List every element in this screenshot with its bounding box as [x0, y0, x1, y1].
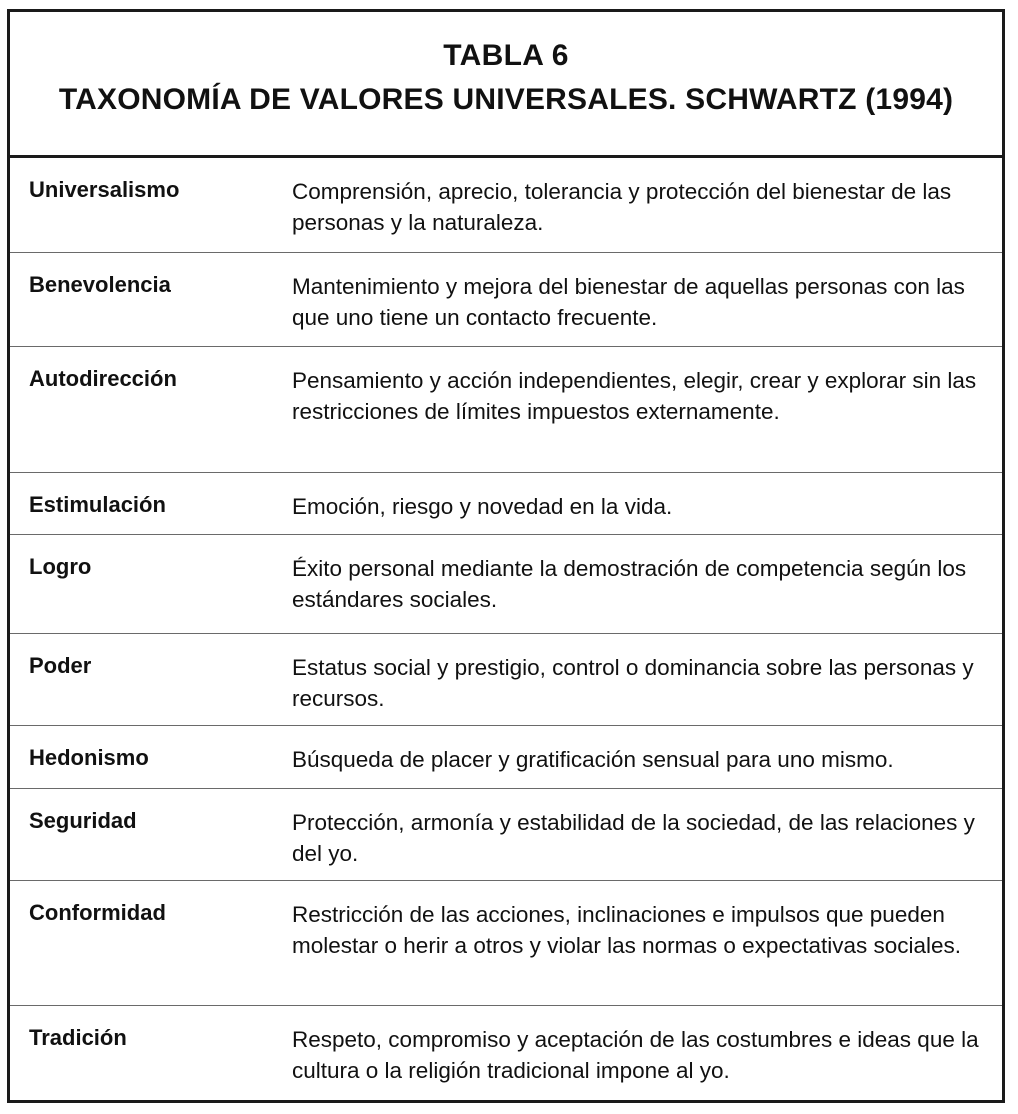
row-term: Tradición — [29, 1025, 127, 1050]
table-title: TABLA 6 — [443, 39, 569, 72]
table-row — [10, 881, 1002, 1006]
table-header — [10, 12, 1002, 158]
row-description: Restricción de las acciones, inclinaciones e impulsos que pueden molestar o herir a otros y violar las normas o expectativas sociales. — [292, 902, 962, 958]
row-description: Mantenimiento y mejora del bienestar de aquellas personas con las que uno tiene un contacto frecuente. — [292, 274, 965, 330]
row-description: Estatus social y prestigio, control o dominancia sobre las personas y recursos. — [292, 655, 974, 711]
table-subtitle: TAXONOMÍA DE VALORES UNIVERSALES. SCHWARTZ (1994) — [58, 83, 954, 116]
table-row — [10, 535, 1002, 634]
row-term: Estimulación — [29, 492, 166, 517]
row-term: Seguridad — [29, 808, 137, 833]
table-row — [10, 253, 1002, 347]
table-frame — [7, 9, 1005, 1103]
row-description: Respeto, compromiso y aceptación de las costumbres e ideas que la cultura o la religión tradicional impone al yo. — [292, 1027, 979, 1083]
row-description: Éxito personal mediante la demostración de competencia según los estándares sociales. — [292, 556, 967, 612]
row-term: Conformidad — [29, 900, 166, 925]
row-term: Poder — [29, 653, 92, 678]
table-row — [10, 473, 1002, 535]
row-term: Hedonismo — [29, 745, 149, 770]
row-description: Emoción, riesgo y novedad en la vida. — [292, 494, 673, 519]
row-term: Autodirección — [29, 366, 177, 391]
row-term: Benevolencia — [29, 272, 171, 297]
table-row — [10, 1006, 1002, 1100]
table-row — [10, 634, 1002, 726]
row-term: Universalismo — [29, 177, 180, 202]
table-row — [10, 789, 1002, 881]
row-term: Logro — [29, 554, 92, 579]
table-row — [10, 347, 1002, 473]
row-description: Comprensión, aprecio, tolerancia y protección del bienestar de las personas y la naturaleza. — [292, 179, 952, 235]
row-description: Protección, armonía y estabilidad de la sociedad, de las relaciones y del yo. — [292, 810, 975, 866]
table-row — [10, 726, 1002, 789]
row-description: Búsqueda de placer y gratificación sensual para uno mismo. — [292, 747, 894, 772]
row-description: Pensamiento y acción independientes, elegir, crear y explorar sin las restricciones de límites impuestos externamente. — [292, 368, 977, 424]
table-row — [10, 158, 1002, 253]
